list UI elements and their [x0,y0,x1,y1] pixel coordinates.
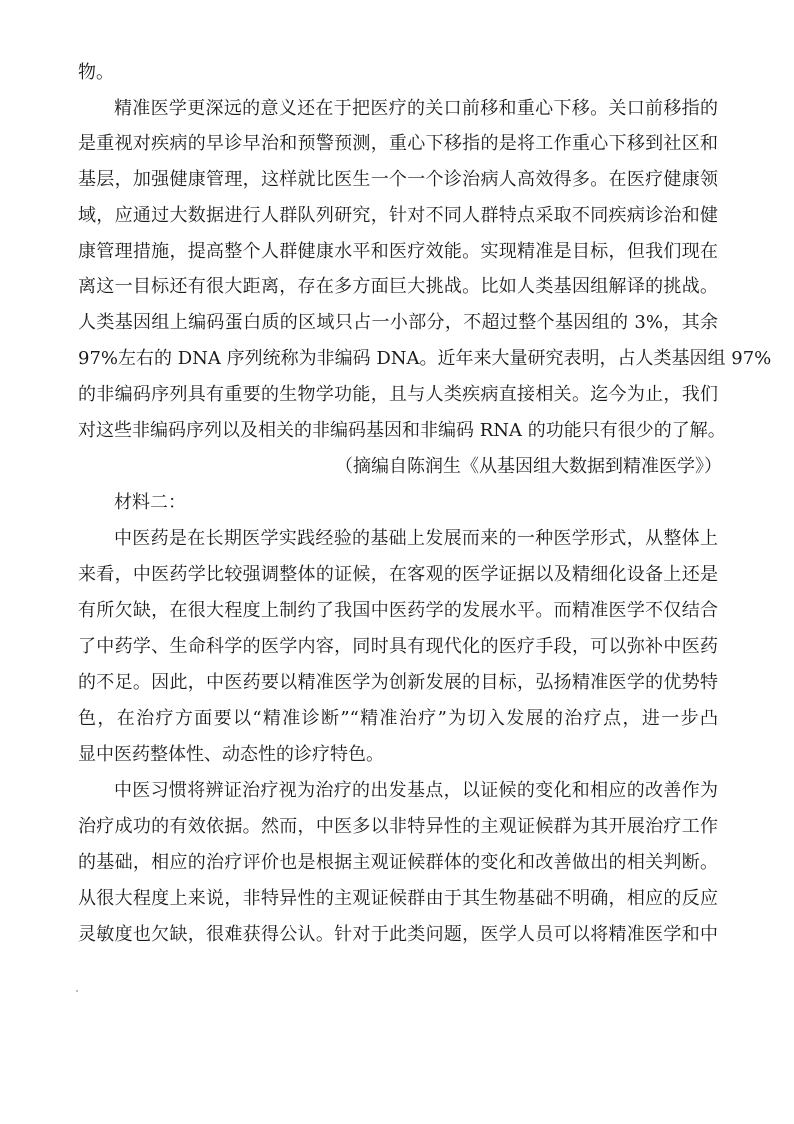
source-citation: （摘编自陈润生《从基因组大数据到精准医学》） [335,456,722,477]
text-line: 对这些非编码序列以及相关的非编码基因和非编码 RNA 的功能只有很少的了解。 [78,420,726,441]
text-line: 域，应通过大数据进行人群队列研究，针对不同人群特点采取不同疾病诊治和健 [78,205,718,226]
text-line: 的非编码序列具有重要的生物学功能，且与人类疾病直接相关。迄今为止，我们 [78,384,718,405]
text-line: 的不足。因此，中医药要以精准医学为创新发展的目标，弘扬精准医学的优势特 [78,672,718,693]
scan-speck [76,990,78,992]
text-line: 了中药学、生命科学的医学内容，同时具有现代化的医疗手段，可以弥补中医药 [78,636,718,657]
paragraph-first-line: 中医药是在长期医学实践经验的基础上发展而来的一种医学形式，从整体上 [114,528,718,549]
paragraph-first-line: 精准医学更深远的意义还在于把医疗的关口前移和重心下移。关口前移指的 [114,98,718,119]
text-line: 康管理措施，提高整个人群健康水平和医疗效能。实现精准是目标，但我们现在 [78,241,718,262]
text-line: 色，在治疗方面要以“精准诊断”“精准治疗”为切入发展的治疗点，进一步凸 [78,708,718,729]
section-heading: 材料二： [114,492,186,513]
text-line: 来看，中医药学比较强调整体的证候，在客观的医学证据以及精细化设备上还是 [78,564,718,585]
text-line: 显中医药整体性、动态性的诊疗特色。 [78,744,384,765]
text-line: 治疗成功的有效依据。然而，中医多以非特异性的主观证候群为其开展治疗工作 [78,816,718,837]
text-line: 从很大程度上来说，非特异性的主观证候群由于其生物基础不明确，相应的反应 [78,888,718,909]
text-line: 的基础，相应的治疗评价也是根据主观证候群体的变化和改善做出的相关判断。 [78,852,718,873]
text-line: 是重视对疾病的早诊早治和预警预测，重心下移指的是将工作重心下移到社区和 [78,133,718,154]
paragraph-first-line: 中医习惯将辨证治疗视为治疗的出发基点，以证候的变化和相应的改善作为 [114,780,718,801]
text-line: 97%左右的 DNA 序列统称为非编码 DNA。近年来大量研究表明，占人类基因组 97% [78,348,772,369]
text-line: 基层，加强健康管理，这样就比医生一个一个诊治病人高效得多。在医疗健康领 [78,169,718,190]
text-line: 离这一目标还有很大距离，存在多方面巨大挑战。比如人类基因组解译的挑战。 [78,276,718,297]
text-line: 灵敏度也欠缺，很难获得公认。针对于此类问题，医学人员可以将精准医学和中 [78,924,718,945]
text-line: 人类基因组上编码蛋白质的区域只占一小部分，不超过整个基因组的 3%，其余 [78,312,718,333]
text-line: 物。 [78,62,114,83]
text-line: 有所欠缺，在很大程度上制约了我国中医药学的发展水平。而精准医学不仅结合 [78,600,718,621]
